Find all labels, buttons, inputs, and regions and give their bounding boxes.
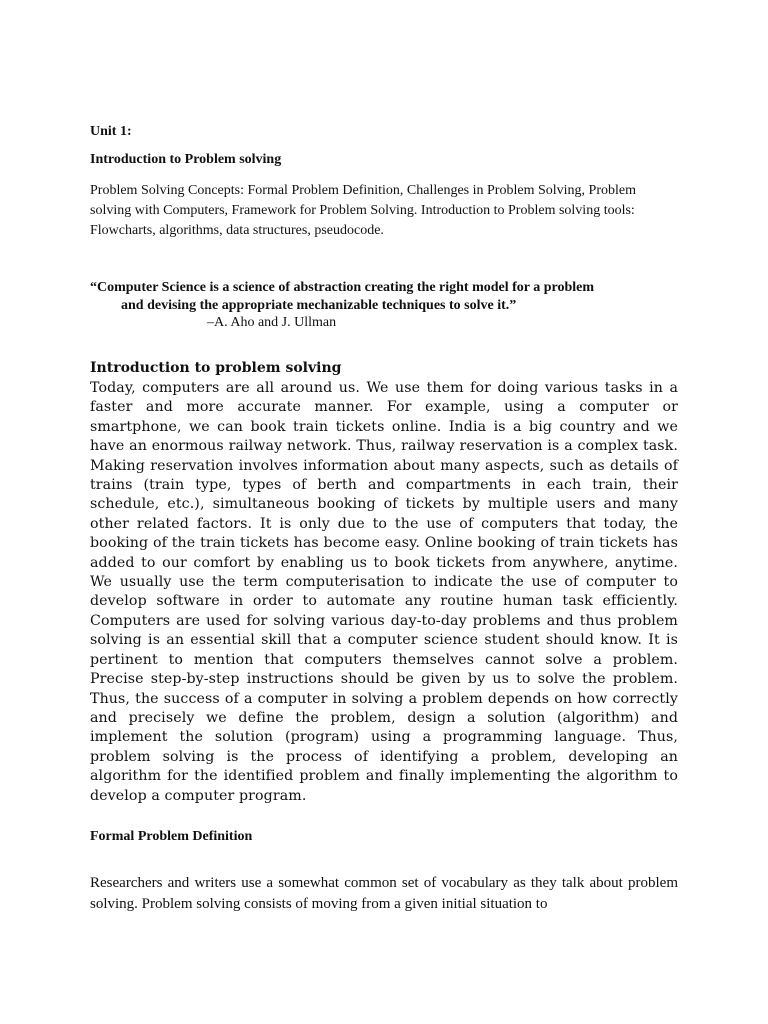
- unit-title: Introduction to Problem solving: [90, 152, 282, 167]
- formal-body: Researchers and writers use a somewhat common set of vocabulary as they talk about problem solving. Problem solving consists of moving from a given initial situation to: [90, 875, 678, 912]
- concepts-paragraph: Problem Solving Concepts: Formal Problem Definition, Challenges in Problem Solving, Problem solving with Computers, Framework for Problem Solving. Introduction to Problem solving tools: Flowcharts, algorithms, data structures, pseudocode.: [90, 183, 636, 238]
- quote-block: [90, 279, 678, 315]
- section-heading: Introduction to problem solving: [90, 360, 342, 376]
- unit-label: Unit 1:: [90, 124, 132, 139]
- formal-heading: Formal Problem Definition: [90, 829, 253, 844]
- quote-line-1: “Computer Science is a science of abstraction creating the right model for a problem: [90, 280, 595, 295]
- quote-line-2: and devising the appropriate mechanizable techniques to solve it.”: [121, 298, 517, 313]
- quote-attribution: –A. Aho and J. Ullman: [207, 315, 337, 330]
- section-body: Today, computers are all around us. We use them for doing various tasks in a faster and more accurate manner. For example, using a computer or smartphone, we can book train tickets online. India is a big country and we have an enormous railway network. Thus, railway reservation is a complex task. Making reservation involves information about many aspects, such as details of trains (train type, types of berth and compartments in each train, their schedule, etc.), simultaneous booking of tickets by multiple users and many other related factors. It is only due to the use of computers that today, the booking of the train tickets has become easy. Online booking of train tickets has added to our comfort by enabling us to book tickets from anywhere, anytime. We usually use the term computerisation to indicate the use of computer to develop software in order to automate any routine human task efficiently. Computers are used for solving various day-to-day problems and thus problem solving is an essential skill that a computer science student should know. It is pertinent to mention that computers themselves cannot solve a problem. Precise step-by-step instructions should be given by us to solve the problem. Thus, the success of a computer in solving a problem depends on how correctly and precisely we define the problem, design a solution (algorithm) and implement the solution (program) using a programming language. Thus, problem solving is the process of identifying a problem, developing an algorithm for the identified problem and finally implementing the algorithm to develop a computer program.: [90, 380, 678, 804]
